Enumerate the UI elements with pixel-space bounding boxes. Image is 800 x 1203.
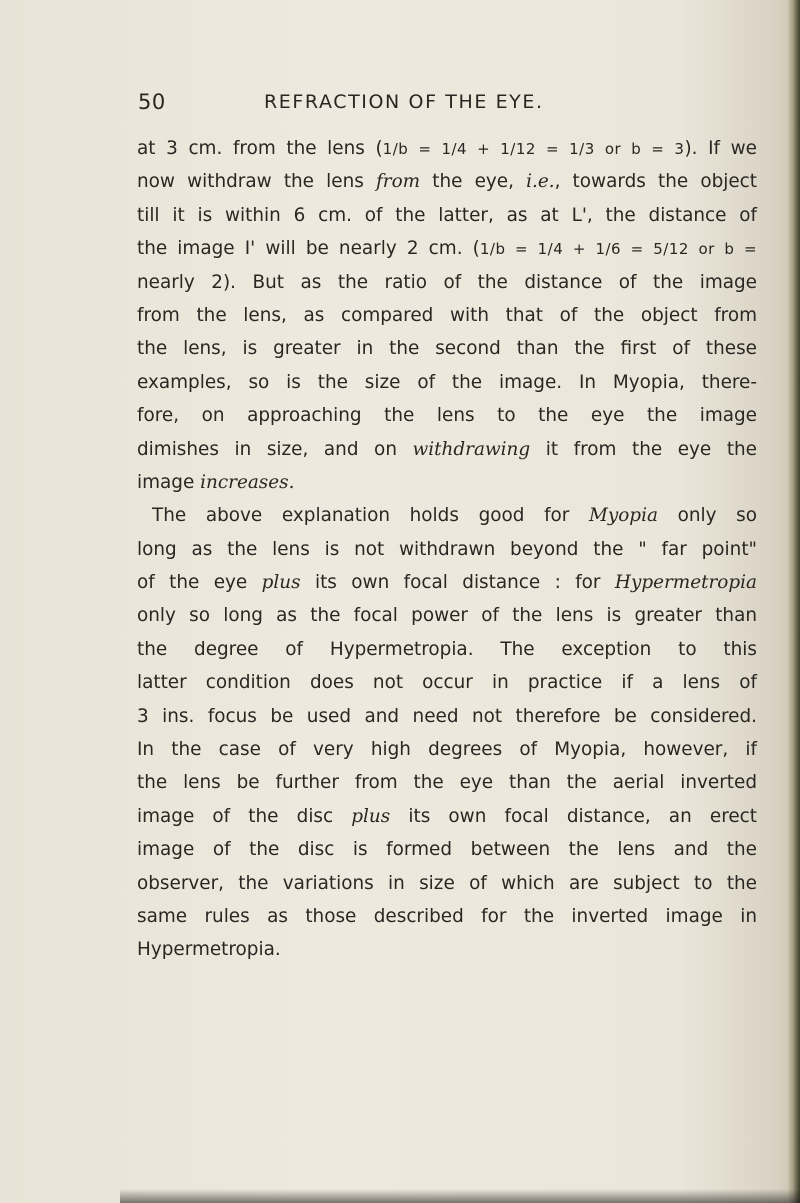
- text-line: now withdraw the lens from the eye, i.e., towards the object: [137, 171, 757, 193]
- text-line: Hypermetropia.: [137, 939, 281, 961]
- text-line: the degree of Hypermetropia. The exception to this: [137, 638, 757, 660]
- text-line: long as the lens is not withdrawn beyond the " far point": [137, 538, 757, 560]
- text-line: till it is within 6 cm. of the latter, as at L', the distance of: [137, 204, 757, 226]
- text-line: of the eye plus its own focal distance : for Hypermetropia: [137, 572, 757, 594]
- bottom-shadow: [120, 1189, 800, 1203]
- text-line: fore, on approaching the lens to the eye the image: [137, 405, 757, 427]
- text-line: only so long as the focal power of the lens is greater than: [137, 605, 757, 627]
- equation: 1/b = 1/4 + 1/12 = 1/3 or b = 3: [382, 140, 685, 158]
- text-line: examples, so is the size of the image. In Myopia, there-: [137, 371, 757, 393]
- text-line: from the lens, as compared with that of the object from: [137, 304, 757, 326]
- text-line: image of the disc plus its own focal distance, an erect: [137, 805, 757, 827]
- text-line: nearly 2). But as the ratio of the distance of the image: [137, 271, 757, 293]
- equation: 1/b = 1/4 + 1/6 = 5/12 or b =: [479, 240, 758, 259]
- text-line: In the case of very high degrees of Myopia, however, if: [137, 739, 757, 761]
- text-line: same rules as those described for the inverted image in: [137, 905, 757, 927]
- text-line: the lens be further from the eye than the aerial inverted: [137, 772, 757, 794]
- text-line: at 3 cm. from the lens (1/b = 1/4 + 1/12 = 1/3 or b = 3). If we: [137, 138, 757, 159]
- page-number: 50: [138, 90, 166, 114]
- page-header: [138, 90, 758, 114]
- text-line: image of the disc is formed between the lens and the: [137, 839, 757, 861]
- text-line: image increases.: [137, 471, 295, 493]
- text-line: the lens, is greater in the second than the first of these: [137, 338, 757, 360]
- text-line: 3 ins. focus be used and need not therefore be considered.: [137, 705, 757, 727]
- body-text: [137, 132, 757, 967]
- text-line: dimishes in size, and on withdrawing it from the eye the: [137, 438, 757, 460]
- page-edge: [788, 0, 800, 1203]
- text-line: observer, the variations in size of which are subject to the: [137, 872, 757, 894]
- text-line: latter condition does not occur in practice if a lens of: [137, 672, 757, 694]
- text-line: the image I' will be nearly 2 cm. (1/b = 1/4 + 1/6 = 5/12 or b =: [137, 238, 758, 260]
- running-head: REFRACTION OF THE EYE.: [264, 91, 544, 113]
- text-line: The above explanation holds good for Myopia only so: [152, 505, 757, 527]
